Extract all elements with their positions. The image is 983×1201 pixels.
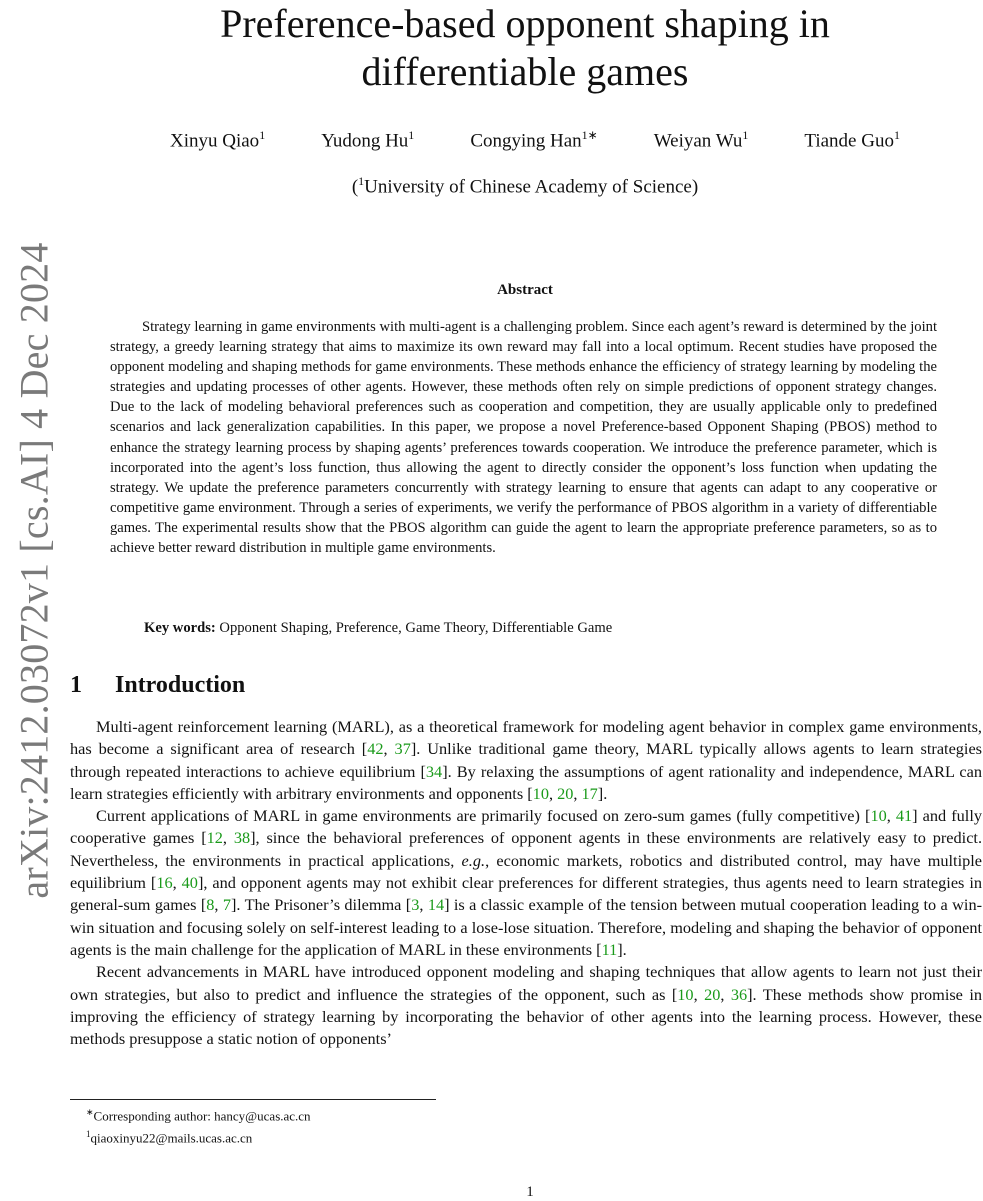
author-name: Yudong Hu <box>321 130 409 152</box>
footnote <box>86 1103 311 1125</box>
citation-link[interactable]: 36 <box>730 984 748 1004</box>
citation-link[interactable]: 11 <box>601 939 618 959</box>
author <box>321 128 414 152</box>
citation-link[interactable]: 37 <box>394 739 411 759</box>
body-text: , <box>222 828 234 848</box>
body-text: ]. Unlike traditional game theory, MARL typically allows agents to learn strategies through repeated interactions to achieve equilibrium [ <box>70 739 983 781</box>
arxiv-stamp <box>11 241 57 899</box>
body-text: , <box>693 984 705 1004</box>
footnote-mark: 1 <box>86 1129 91 1140</box>
citation-link[interactable]: 42 <box>367 739 384 759</box>
body-text: Recent advancements in MARL have introduced opponent modeling and shaping techniques that allow agents to learn not just their own strategies, but also to predict and influence the strategies of the opponent, such as [ <box>70 962 982 1004</box>
footnotes <box>86 1103 311 1148</box>
body-text: ], and opponent agents may not exhibit clear preferences for different strategies, thus agents need to learn strategies in general-sum games [ <box>70 873 982 915</box>
body-text: ], since the behavioral preferences of opponent agents in these environments are relatively easy to predict. Nevertheless, the environments in practical applications, <box>70 828 983 870</box>
paper-title <box>70 0 980 96</box>
author <box>170 128 265 152</box>
author-name: Congying Han <box>470 130 582 152</box>
body-text: ]. By relaxing the assumptions of agent rationality and independence, MARL can learn strategies efficiently with arbitrary environments and opponents [ <box>70 761 982 803</box>
abstract-heading: Abstract <box>497 282 553 298</box>
keywords-label: Key words: <box>144 620 216 636</box>
italic-text: e.g. <box>461 850 486 870</box>
keywords-text: Opponent Shaping, Preference, Game Theory, Differentiable Game <box>219 620 613 636</box>
body-text: ] and fully cooperative games [ <box>70 806 982 848</box>
body-text: ]. The Prisoner’s dilemma [ <box>231 895 412 915</box>
author-mark: 1 <box>742 128 749 142</box>
body-text: , <box>214 895 223 915</box>
affiliation-mark: 1 <box>358 174 365 188</box>
abstract-text: Strategy learning in game environments with multi-agent is a challenging problem. Since each agent’s reward is determined by the joint strategy, a greedy learning strategy that aims to maximize its own reward may fall into a local optimum. Recent studies have proposed the opponent modeling and shaping methods for game environments. These methods enhance the efficiency of strategy learning by modeling the strategies and updating processes of other agents. However, these methods often rely on simple predictions of opponent strategy changes. Due to the lack of modeling behavioral preferences such as cooperation and competition, they are usually applicable only to predefined scenarios and lack generalization capabilities. In this paper, we propose a novel Preference-based Opponent Shaping (PBOS) method to enhance the strategy learning process by shaping agents’ preferences towards cooperation. We introduce the preference parameter, which is incorporated into the agent’s loss function, thus allowing the agent to directly consider the opponent’s loss function when updating the strategy. We update the preference parameters concurrently with strategy learning to ensure that agents can adapt to any cooperative or competitive game environment. Through a series of experiments, we verify the performance of PBOS algorithm in a variety of differentiable games. The experimental results show that the PBOS algorithm can guide the agent to learn the appropriate preference parameters, so as to achieve better reward distribution in multiple game environments. <box>110 319 937 557</box>
citation-link[interactable]: 34 <box>425 761 443 781</box>
author <box>470 128 597 152</box>
author <box>804 128 900 152</box>
body-text: , <box>720 984 731 1004</box>
body-text: , <box>172 873 182 893</box>
body-text: ]. <box>617 939 627 959</box>
affiliation-text: University of Chinese Academy of Science) <box>364 176 699 198</box>
citation-link[interactable]: 20 <box>557 783 574 803</box>
affiliation <box>70 174 980 198</box>
body-text: ]. These methods show promise in improving the efficiency of strategy learning by incorporating the behavior of other agents into the learning process. However, these methods presuppose a static notion of opponents’ <box>70 984 982 1049</box>
citation-link[interactable]: 10 <box>870 806 887 826</box>
arxiv-identifier: arXiv:2412.03072v1 [cs.AI] 4 Dec 2024 <box>11 241 57 899</box>
body-text: , <box>419 895 428 915</box>
citation-link[interactable]: 10 <box>532 783 549 803</box>
body-text: ]. <box>597 783 608 803</box>
citation-link[interactable]: 38 <box>233 828 251 848</box>
citation-link[interactable]: 10 <box>677 984 694 1004</box>
author-mark: 1 <box>408 128 415 142</box>
citation-link[interactable]: 20 <box>704 984 721 1004</box>
citation-link[interactable]: 41 <box>895 806 913 826</box>
footnote-text: Corresponding author: hancy@ucas.ac.cn <box>93 1108 311 1124</box>
paragraph <box>70 805 982 961</box>
body-text: , <box>383 739 395 759</box>
body-text: ] is a classic example of the tension between mutual cooperation leading to a win-win situation and focusing solely on self-interest leading to a lose-lose situation. Therefore, modeling and shaping the behavior of opponent agents is the main challenge for the application of MARL in these environments [ <box>70 895 983 959</box>
author <box>654 128 749 152</box>
affiliation-open: ( <box>351 176 359 198</box>
section-title: Introduction <box>115 672 246 698</box>
citation-link[interactable]: 14 <box>427 895 445 915</box>
citation-link[interactable]: 40 <box>181 873 198 893</box>
title-line-2: differentiable games <box>361 49 689 94</box>
author-mark: 1 <box>259 128 266 142</box>
author-mark: 1 <box>893 128 900 142</box>
body-text: , <box>886 806 896 826</box>
page-number: 1 <box>526 1184 534 1200</box>
paragraph <box>70 961 982 1050</box>
body-text: Current applications of MARL in game environments are primarily focused on zero-sum games (fully competitive) [ <box>96 806 871 826</box>
body-text: , economic markets, robotics and distributed control, may have multiple equilibrium [ <box>70 850 982 893</box>
citation-link[interactable]: 16 <box>156 873 173 893</box>
citation-link[interactable]: 12 <box>206 828 223 848</box>
title-line-1: Preference-based opponent shaping in <box>220 1 830 46</box>
citation-link[interactable]: 8 <box>206 895 215 915</box>
author-name: Weiyan Wu <box>653 130 743 152</box>
footnote-mark: ∗ <box>86 1107 94 1117</box>
citation-link[interactable]: 17 <box>581 783 598 803</box>
introduction-body <box>70 716 982 1050</box>
author-list <box>170 128 900 152</box>
body-text: , <box>548 783 558 803</box>
keywords <box>144 620 612 637</box>
footnote <box>86 1125 311 1147</box>
author-mark: 1∗ <box>581 128 598 142</box>
author-name: Xinyu Qiao <box>170 130 260 152</box>
citation-link[interactable]: 7 <box>222 895 232 915</box>
footnote-text: qiaoxinyu22@mails.ucas.ac.cn <box>90 1130 253 1146</box>
section-number: 1 <box>70 672 82 698</box>
citation-link[interactable]: 3 <box>411 895 420 915</box>
footnote-rule <box>70 1099 436 1100</box>
author-name: Tiande Guo <box>804 130 894 152</box>
body-text: Multi-agent reinforcement learning (MARL), as a theoretical framework for modeling agent behavior in complex game environments, has become a significant area of research [ <box>70 717 982 759</box>
section-heading <box>70 672 245 699</box>
paragraph <box>70 716 982 805</box>
body-text: , <box>573 783 582 803</box>
